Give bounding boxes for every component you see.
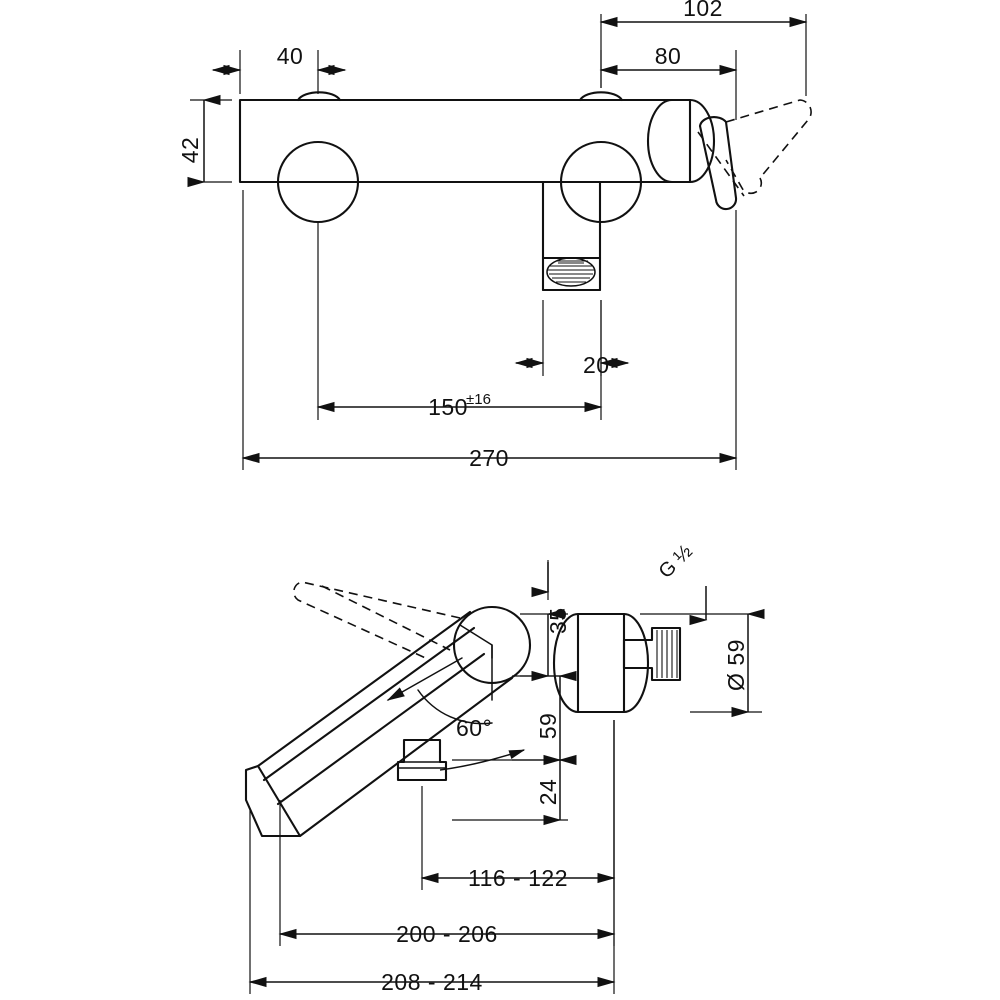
dim-150-tolerance-label: ±16 bbox=[466, 391, 491, 408]
dim-diameter-59-label: Ø 59 bbox=[723, 639, 749, 691]
dim-20-label: 20 bbox=[583, 352, 610, 378]
label-g-half: G ½ bbox=[654, 540, 697, 583]
side-view-geometry bbox=[246, 582, 680, 836]
dim-150-label: 150 bbox=[428, 394, 468, 420]
dim-80-label: 80 bbox=[654, 43, 682, 69]
dim-116-122-label: 116 - 122 bbox=[468, 865, 568, 891]
aerator-mesh bbox=[548, 261, 594, 282]
dim-24-label: 24 bbox=[535, 778, 561, 806]
front-view-dimensions bbox=[177, 0, 806, 471]
dim-208-214-label: 208 - 214 bbox=[381, 969, 483, 995]
front-view-geometry bbox=[240, 92, 811, 290]
dim-35-label: 35 bbox=[545, 607, 571, 634]
dim-270-label: 270 bbox=[469, 445, 509, 471]
dim-59-vertical-label: 59 bbox=[535, 712, 561, 740]
dim-42-label: 42 bbox=[177, 136, 203, 164]
dim-102-label: 102 bbox=[683, 0, 723, 21]
thread-hatching bbox=[657, 630, 677, 678]
dim-200-206-label: 200 - 206 bbox=[396, 921, 498, 947]
dim-angle-60-label: 60° bbox=[456, 715, 493, 741]
dim-40-label: 40 bbox=[276, 43, 304, 69]
